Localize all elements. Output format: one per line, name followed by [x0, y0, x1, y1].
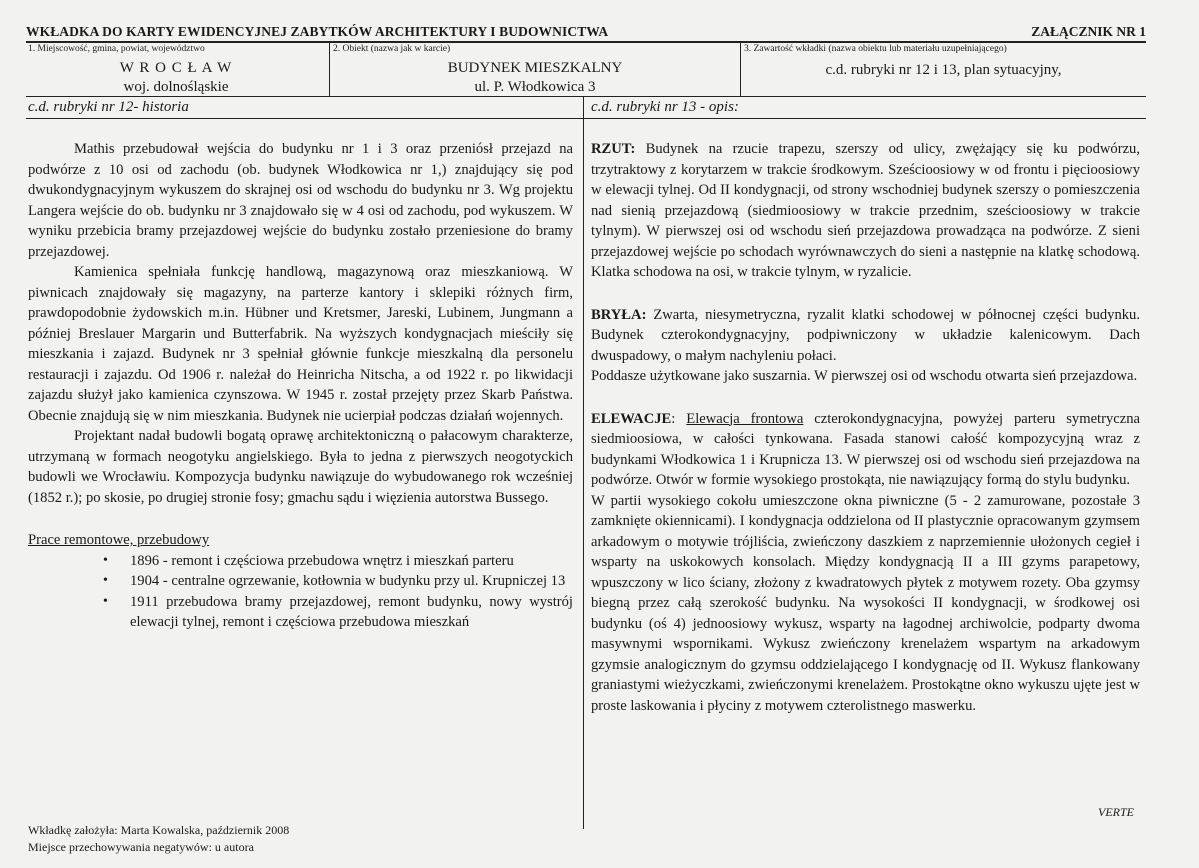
elewacje-paragraph-2: W partii wysokiego cokołu umieszczone okna piwniczne (5 - 2 zamurowane, pozostałe 3 zamknięte okiennicami). I kondygnacja oddzielona od II plastycznie opracowanym gzymsem arkadowym o motywie trójliścia, zwieńczony daszkiem z naprzemiennie ułożonych cegieł i wsparty na uskokowych konsolach. Między kondygnacją II a III gzyms parapetowy, wpuszczony w lico ściany, złożony z kwadratowych płytek z motywem rozety. Oba gzymsy biegną przez całą szerokość budynku. Na wysokości II kondygnacji, w środkowej osi budynku (oś 4) jednoosiowy wykusz, wsparty na łagodnej archiwolcie, podparty dwoma masywnymi wspornikami. Wykusz zwieńczony krenelażem wspartym na arkadowym gzymsie analogicznym do gzymsu oddzielającego I kondygnację od II. Wykusz flankowany graniastymi wieżyczkami, zwieńczonymi krenelażem. Prostokątne okno wykuszu ujęte jest w proste laskowania i płyciny z motywem czterolistnego maswerku.: [591, 492, 1140, 714]
contents-value: c.d. rubryki nr 12 i 13, plan sytuacyjny,: [825, 62, 1062, 78]
bullet-icon: •: [103, 552, 108, 568]
region-name: woj. dolnośląskie: [123, 79, 229, 95]
works-heading: Prace remontowe, przebudowy: [28, 532, 210, 548]
rzut-paragraph: RZUT: Budynek na rzucie trapezu, szerszy od ulicy, zwężający się ku podwórzu, trzytraktowy z korytarzem w trakcie środkowym. Sześcioosiowy w od frontu i pięcioosiowy w elewacji tylnej. Od II kondygnacji, od strony wschodniej budynek szerszy o pomieszczenia nad sienią przejazdową (siedmioosiowy w trakcie przednim, sześcioosiowy w trakcie tylnym). W pierwszej osi od wschodu sień przejazdowa prowadząca na podwórze. Z sieni przejazdowej wejście po schodach wyrównawczych do sieni a następnie na klatkę schodową. Klatka schodowa na osi, w trakcie tylnym, w ryzalicie.: [591, 141, 1140, 280]
rzut-heading: RZUT:: [591, 141, 636, 157]
storage-line: Miejsce przechowywania negatywów: u autora: [28, 840, 254, 854]
column-divider: [583, 97, 584, 829]
description-column: [591, 139, 1140, 716]
history-paragraph: Projektant nadał budowli bogatą oprawę architektoniczną o pałacowym charakterze, utrzymaną w formach neogotyku angielskiego. Była to jedna z pierwszych neogotyckich budowli we Wrocławiu. Kompozycja budynku nawiązuje do wybudowanego rok wcześniej (1852 r.); po skosie, po drugiej stronie fosy; gmachu sądu i więzienia autorstwa Bussego.: [28, 428, 573, 506]
bryla-paragraph-2: Poddasze użytkowane jako suszarnia. W pierwszej osi od wschodu otwarta sień przejazdowa.: [591, 368, 1138, 384]
left-column-heading: c.d. rubryki nr 12- historia: [28, 99, 189, 115]
bullet-icon: •: [103, 593, 108, 609]
bullet-icon: •: [103, 573, 108, 588]
document-title: WKŁADKA DO KARTY EWIDENCYJNEJ ZABYTKÓW ARCHITEKTURY I BUDOWNICTWA: [26, 24, 609, 39]
right-column-heading: c.d. rubryki nr 13 - opis:: [591, 99, 739, 115]
history-paragraph: Mathis przebudował wejścia do budynku nr 1 i 3 oraz przeniósł przejazd na podwórze z 10 osi od zachodu (ob. budynek Włodkowica nr 1,) znajdujący się pod dwukondygnacyjnym wykuszem do skrajnej osi od wschodu do budynku nr 3. Wg projektu Langera wejście do ob. budynku nr 3 znajdowało się w 4 osi od zachodu, pod wykuszem. W wyniku przebicia bramy przejazdowej wejście do budynku zostało przeniesione do bramy przejazdowej.: [28, 141, 573, 260]
list-item: • 1896 - remont i częściowa przebudowa wnętrz i mieszkań parteru: [28, 551, 573, 572]
city-name: W R O C Ł A W: [119, 60, 233, 76]
object-label: 2. Obiekt (nazwa jak w karcie): [333, 44, 451, 54]
history-column: [28, 139, 573, 633]
contents-label: 3. Zawartość wkładki (nazwa obiektu lub materiału uzupełniającego): [744, 44, 1007, 54]
author-line: Wkładkę założyła: Marta Kowalska, październik 2008: [28, 823, 290, 837]
bryla-paragraph: BRYŁA: Zwarta, niesymetryczna, ryzalit klatki schodowej w północnej części budynku. Budynek czterokondygnacyjny, podpiwniczony w układzie kalenicowym. Dach dwuspadowy, o małym nachyleniu połaci.: [591, 306, 1140, 364]
list-item: • 1904 - centralne ogrzewanie, kotłownia w budynku przy ul. Krupniczej 13: [28, 571, 573, 592]
object-address: ul. P. Włodkowica 3: [474, 79, 596, 95]
location-label: 1. Miejscowość, gmina, powiat, województwo: [28, 44, 205, 54]
history-paragraph: Kamienica spełniała funkcję handlową, magazynową oraz mieszkaniową. W piwnicach znajdowały się magazyny, na parterze kantory i sklepiki różnych firm, prawdopodobnie żydowskich m.in. Hübner und Kretsmer, Jareski, Lubinem, Jungmann a później Breslauer Margarin und Butterfabrik. Na wyższych kondygnacjach mieściły się mieszkania i zajazd. Budynek nr 3 spełniał głównie funkcje mieszkalną dla personelu restauracji i zajazdu. Od 1906 r. należał do Heinricha Nitscha, a od 1922 r. po likwidacji zajazdu służył jako kamienica czynszowa. W 1945 r. został przejęty przez Skarb Państwa. Obecnie znajdują się w nim mieszkania. Budynek nie ucierpiał podczas działań wojennych.: [28, 264, 573, 424]
object-name: BUDYNEK MIESZKALNY: [447, 60, 623, 76]
elewacje-paragraph: ELEWACJE: Elewacja frontowa czterokondygnacyjna, powyżej parteru symetryczna siedmioosiowa, w całości tynkowana. Fasada stanowi całość kompozycyjną wraz z budynkami Włodkowica 1 i Krupnicza 13. W pierwszej osi od wschodu sień przejazdowa na podwórze. Otwór w formie wysokiego prostokąta, nie nawiązujący formą do stylu budynku.: [591, 410, 1140, 488]
verte-note: VERTE: [1098, 805, 1134, 819]
bryla-heading: BRYŁA:: [591, 306, 647, 323]
facade-subheading: Elewacja frontowa: [686, 410, 804, 427]
elewacje-heading: ELEWACJE: [591, 410, 672, 427]
list-item: • 1911 przebudowa bramy przejazdowej, remont budynku, nowy wystrój elewacji tylnej, remont i częściowa przebudowa mieszkań: [103, 593, 573, 630]
works-list: [28, 551, 573, 633]
annex-number: ZAŁĄCZNIK NR 1: [1031, 24, 1146, 39]
header-bottom-rule: [26, 96, 1146, 97]
heading-rule: [26, 118, 1146, 119]
header-top-rule: [26, 41, 1146, 43]
